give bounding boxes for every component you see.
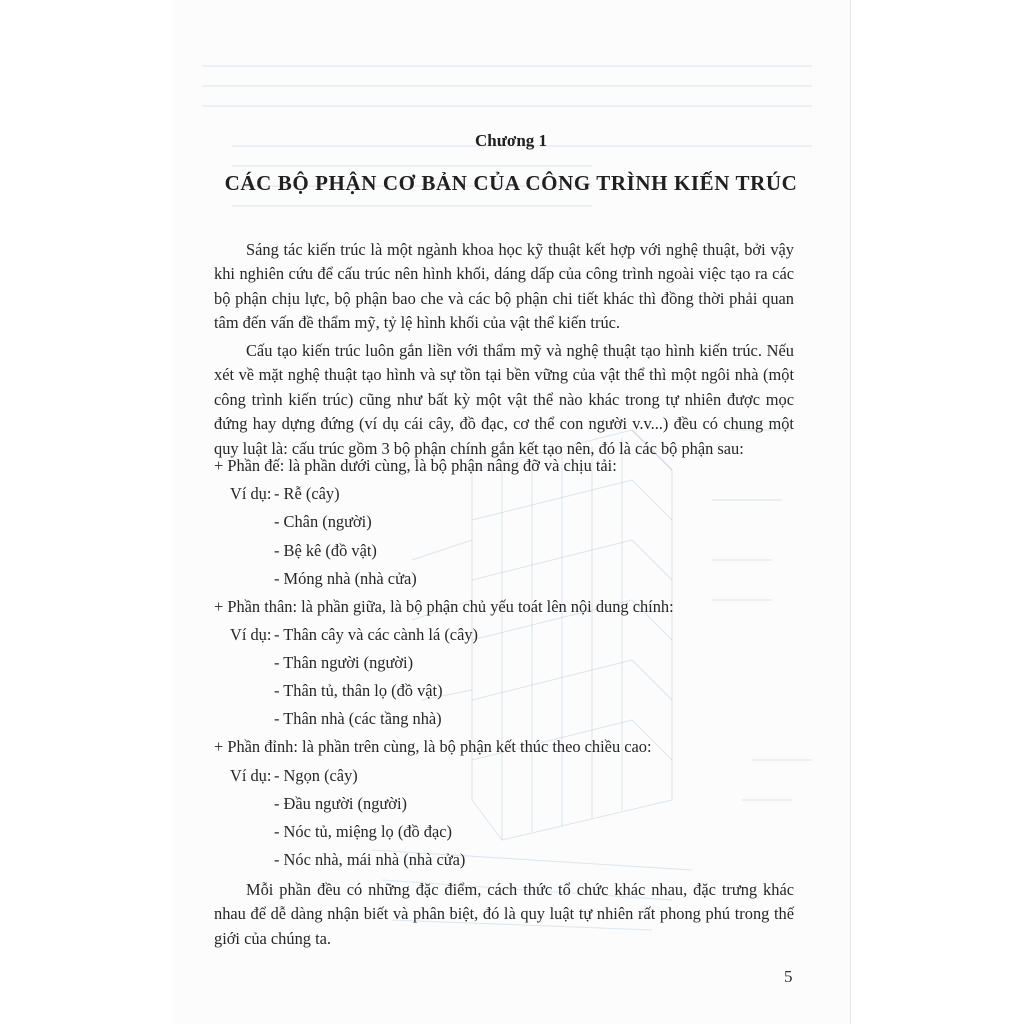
paragraph-structure: Cấu tạo kiến trúc luôn gắn liền với thẩm mỹ và nghệ thuật tạo hình kiến trúc. Nếu xét về mặt nghệ thuật tạo hình và sự tồn tại bền vững của vật thể thì một ngôi nhà (một công trình kiến trúc) cũng như bất kỳ một vật thể nào khác trong tự nhiên được mọc đứng hay dựng đứng (ví dụ cái cây, đồ đạc, cơ thể con người v.v...) đều có chung một quy luật là: cấu trúc gồm 3 bộ phận chính gắn kết tạo nên, đó là các bộ phận sau: [214, 341, 794, 458]
chapter-label: Chương 1 [474, 131, 548, 150]
list-item: - Rễ (cây) [274, 484, 340, 503]
list-item: - Chân (người) [274, 512, 372, 531]
list-item: - Thân người (người) [274, 653, 414, 672]
list-item: - Bệ kê (đồ vật) [274, 541, 377, 560]
example-prefix: Ví dụ: [230, 766, 272, 785]
example-prefix: Ví dụ: [230, 625, 272, 644]
section-heading-body: + Phần thân: là phần giữa, là bộ phận chủ yếu toát lên nội dung chính: [214, 597, 674, 616]
page-number: 5 [784, 967, 793, 986]
list-item: - Ngọn (cây) [274, 766, 358, 785]
paragraph-closing: Mỗi phần đều có những đặc điểm, cách thức tổ chức khác nhau, đặc trưng khác nhau để dễ dàng nhận biết và phân biệt, đó là quy luật tự nhiên rất phong phú trong thế giới của chúng ta. [214, 880, 794, 948]
example-prefix: Ví dụ: [230, 484, 272, 503]
list-item: - Thân nhà (các tầng nhà) [274, 709, 442, 728]
section-heading-base: + Phần đế: là phần dưới cùng, là bộ phận nâng đỡ và chịu tải: [214, 456, 617, 475]
paragraph-intro: Sáng tác kiến trúc là một ngành khoa học kỹ thuật kết hợp với nghệ thuật, bởi vậy khi nghiên cứu để cấu trúc nên hình khối, dáng dấp của công trình ngoài việc tạo ra các bộ phận chịu lực, bộ phận bao che và các bộ phận chi tiết khác thì đồng thời phải quan tâm đến vấn đề thẩm mỹ, tỷ lệ hình khối của vật thể kiến trúc. [214, 240, 794, 333]
list-item: - Thân cây và các cành lá (cây) [274, 625, 478, 644]
section-heading-top: + Phần đỉnh: là phần trên cùng, là bộ phận kết thúc theo chiều cao: [214, 737, 652, 756]
list-item: - Nóc tủ, miệng lọ (đồ đạc) [274, 822, 452, 841]
list-item: - Đầu người (người) [274, 794, 407, 813]
list-item: - Nóc nhà, mái nhà (nhà cửa) [274, 850, 466, 869]
chapter-title: CÁC BỘ PHẬN CƠ BẢN CỦA CÔNG TRÌNH KIẾN TRÚC [224, 171, 798, 195]
list-item: - Móng nhà (nhà cửa) [274, 569, 417, 588]
book-page [172, 0, 850, 1024]
list-item: - Thân tủ, thân lọ (đồ vật) [274, 681, 443, 700]
